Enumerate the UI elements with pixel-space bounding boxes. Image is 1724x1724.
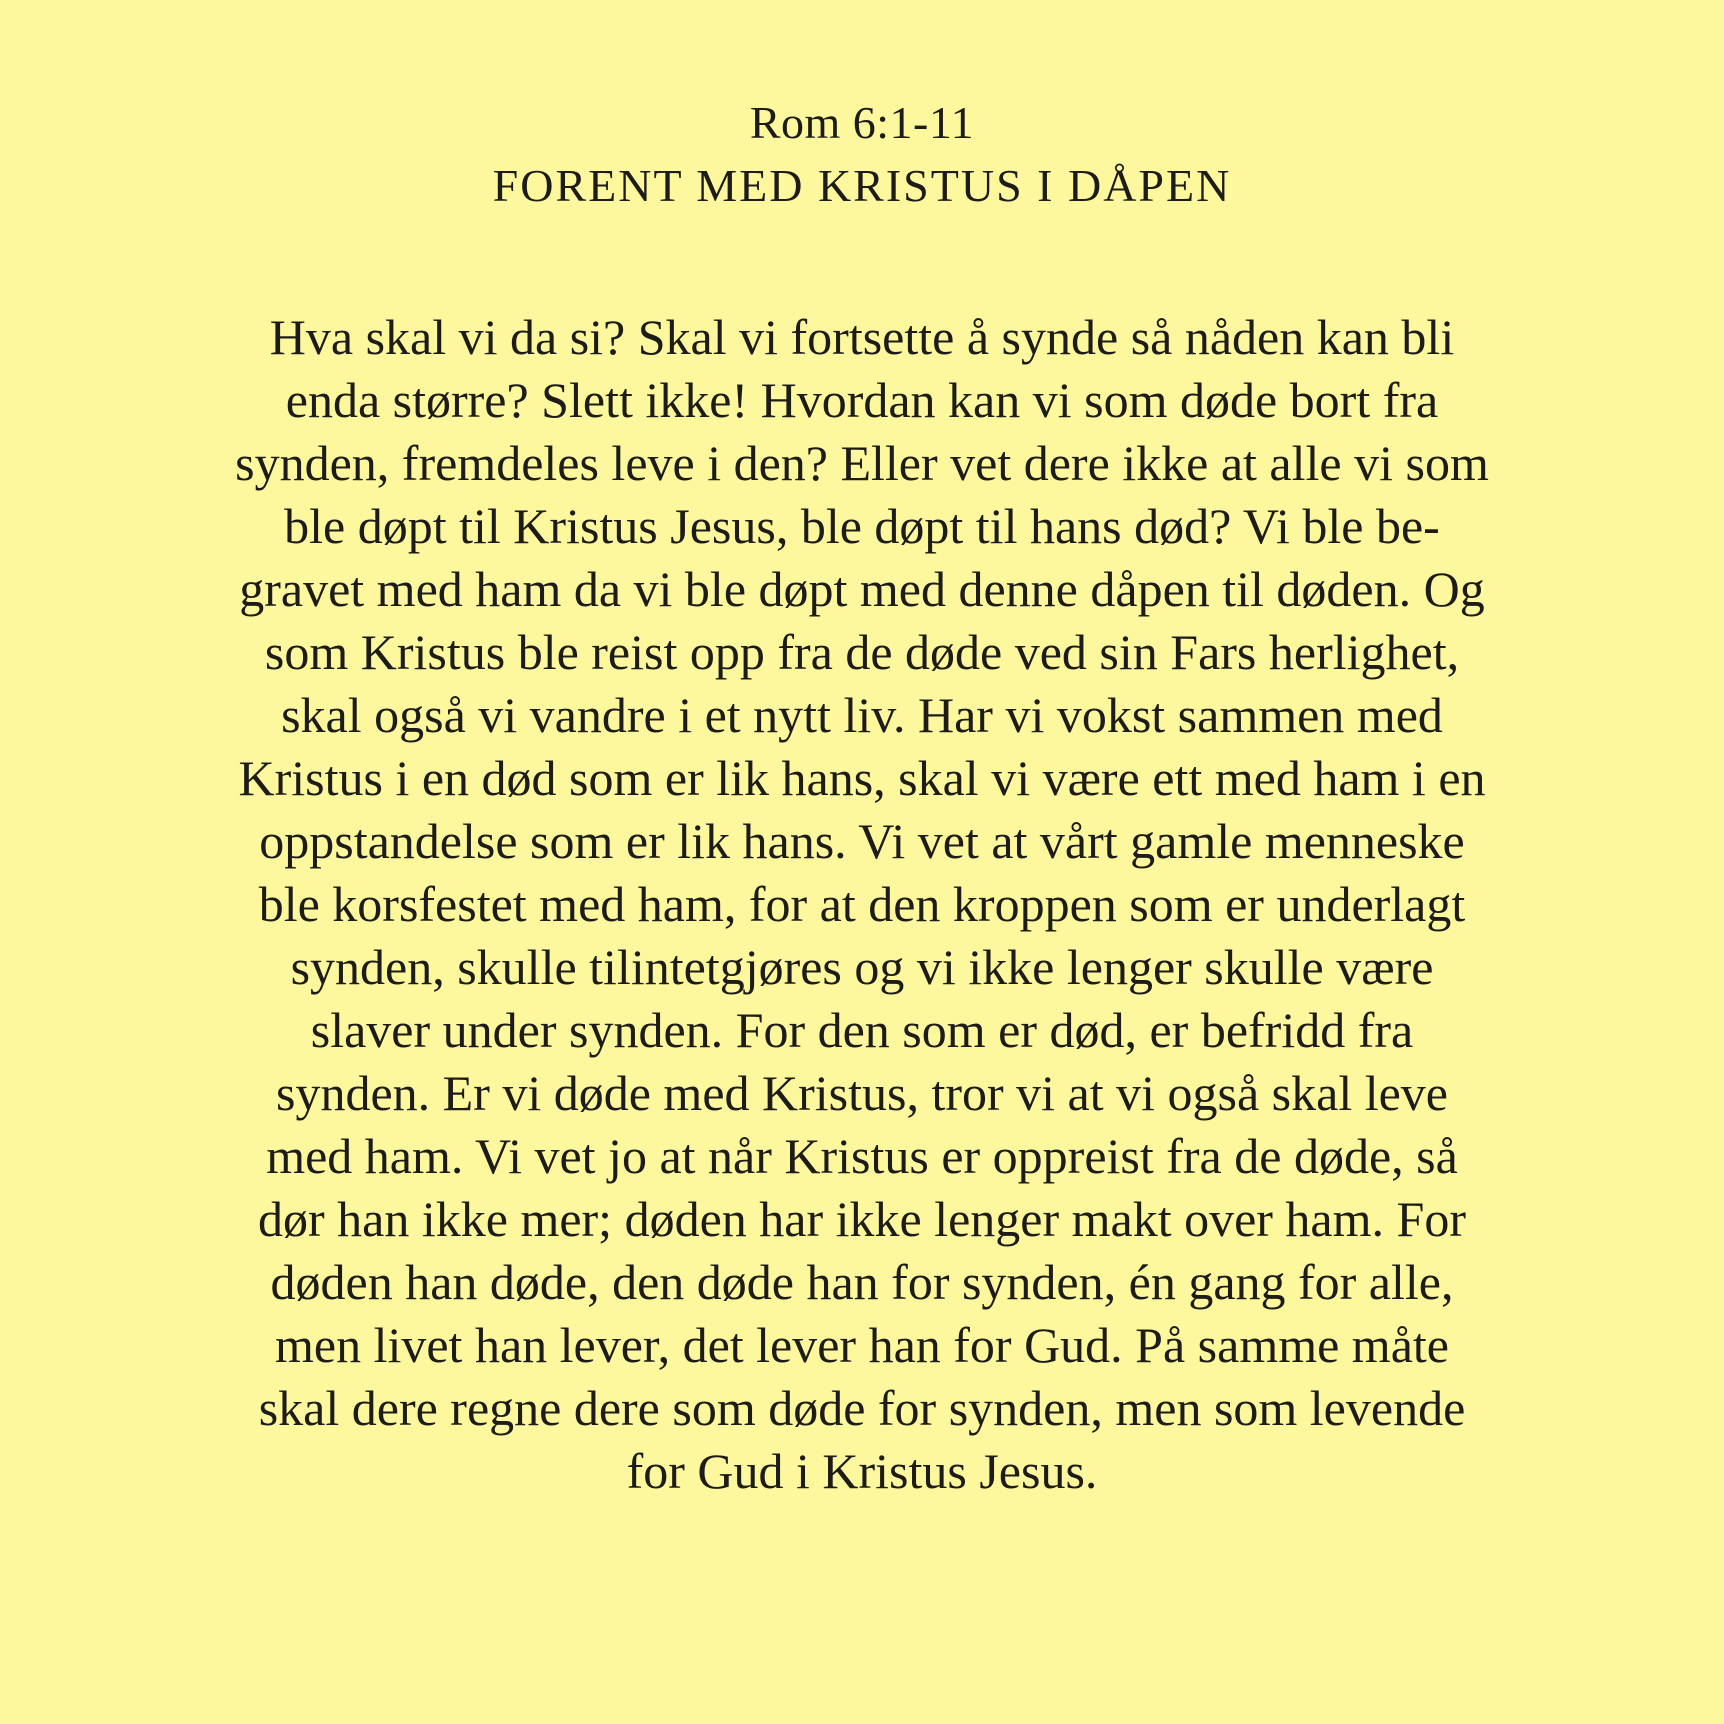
passage-text-line: synden. Er vi døde med Kristus, tror vi at vi også skal leve: [276, 1065, 1448, 1121]
passage-text-line: gravet med ham da vi ble døpt med denne dåpen til døden. Og: [239, 561, 1485, 617]
passage-body: [0, 306, 1724, 1503]
passage-text-line: døden han døde, den døde han for synden, én gang for alle,: [270, 1254, 1454, 1310]
passage-text-line: synden, skulle tilintetgjøres og vi ikke lenger skulle være: [290, 939, 1434, 995]
passage-text-line: skal dere regne dere som døde for synden, men som levende: [258, 1380, 1466, 1436]
passage-text-line: enda større? Slett ikke! Hvordan kan vi som døde bort fra: [285, 372, 1439, 428]
passage-text-line: slaver under synden. For den som er død, er befridd fra: [310, 1002, 1414, 1058]
passage-text-line: oppstandelse som er lik hans. Vi vet at vårt gamle menneske: [259, 813, 1465, 869]
passage-title: FORENT MED KRISTUS I DÅPEN: [492, 160, 1232, 211]
passage-text-line: synden, fremdeles leve i den? Eller vet dere ikke at alle vi som: [235, 435, 1489, 491]
passage-text-line: for Gud i Kristus Jesus.: [626, 1443, 1098, 1499]
passage-text-line: Hva skal vi da si? Skal vi fortsette å synde så nåden kan bli: [269, 309, 1455, 365]
passage-text-line: som Kristus ble reist opp fra de døde ved sin Fars herlighet,: [264, 624, 1460, 680]
passage-text-line: Kristus i en død som er lik hans, skal vi være ett med ham i en: [238, 750, 1486, 806]
passage-text-line: men livet han lever, det lever han for Gud. På samme måte: [275, 1317, 1449, 1373]
passage-text-line: ble korsfestet med ham, for at den kroppen som er underlagt: [258, 876, 1466, 932]
passage-header: [0, 92, 1724, 218]
passage-text-line: skal også vi vandre i et nytt liv. Har vi vokst sammen med: [281, 687, 1443, 743]
passage-text-line: med ham. Vi vet jo at når Kristus er oppreist fra de døde, så: [266, 1128, 1458, 1184]
passage-text-line: dør han ikke mer; døden har ikke lenger makt over ham. For: [258, 1191, 1466, 1247]
passage-text-line: ble døpt til Kristus Jesus, ble døpt til hans død? Vi ble be-: [284, 498, 1440, 554]
passage-reference: Rom 6:1-11: [749, 97, 975, 148]
